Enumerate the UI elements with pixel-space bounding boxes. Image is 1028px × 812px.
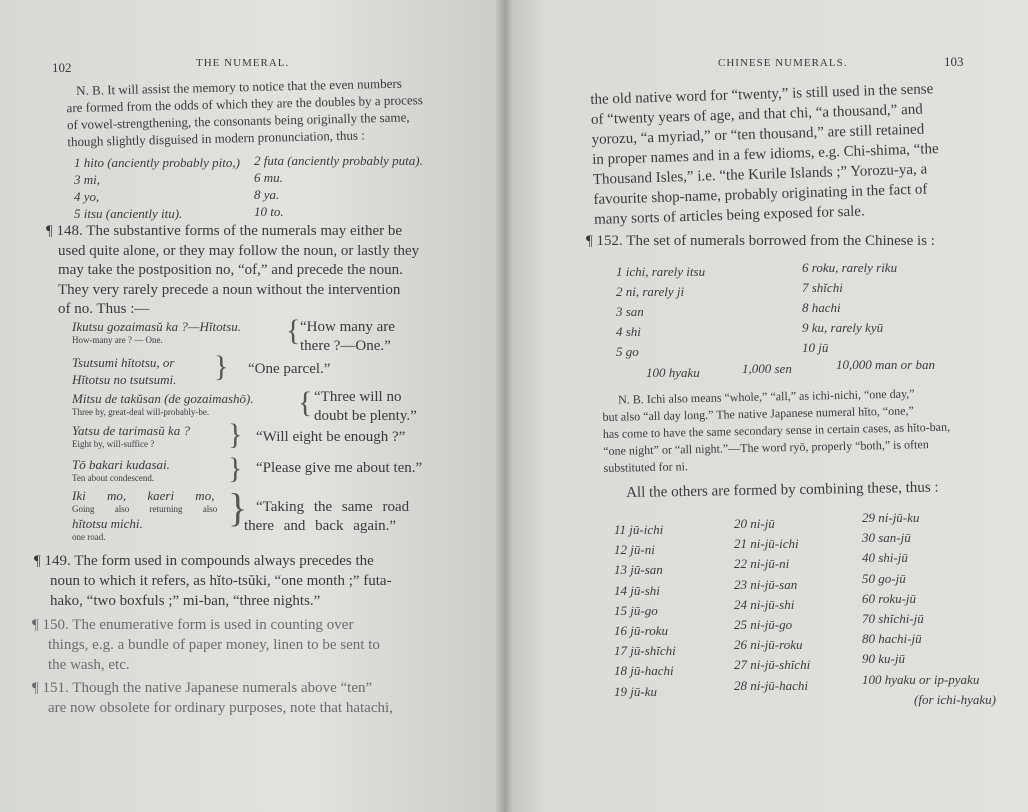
pairs-column-even: [254, 152, 423, 220]
nb-line: has come to have the same secondary sense in certain cases, as hĭto-ban,: [602, 419, 951, 441]
example-2: [72, 354, 176, 388]
numeral-item: 2 ni, rarely ji: [616, 284, 685, 299]
compound-item: 19 jū-ku: [614, 683, 657, 699]
cont-line: the old native word for “twenty,” is still used in the sense: [590, 81, 934, 108]
example-gloss: How-many are ? — One.: [72, 335, 163, 345]
compound-item: 40 shi-jū: [862, 550, 908, 566]
p149-line: noun to which it refers, as hĭto-tsŭki, “one month ;” futa-: [50, 573, 392, 589]
compound-item: 70 shĭchi-jū: [862, 611, 924, 627]
example-gloss: Eight by, will-suffice ?: [72, 439, 155, 449]
nb-line: are formed from the odds of which they are the doubles by a process: [66, 92, 423, 116]
p148-line: of no. Thus :—: [58, 301, 150, 317]
example-6: [72, 487, 217, 543]
pair-odd: 1 hito (anciently probably pito,): [74, 155, 240, 170]
page-number: 103: [944, 54, 964, 69]
example-japanese: Tō bakari kudasai.: [72, 457, 170, 472]
example-3-english: [314, 388, 417, 426]
numeral-item: 7 shĭchi: [802, 280, 843, 295]
numeral-hundred: 100 hyaku: [646, 365, 700, 380]
cont-line: Thousand Isles,” i.e. “the Kurile Islands ;” Yorozu-ya, a: [592, 161, 928, 188]
running-header: THE NUMERAL.: [196, 57, 290, 69]
pair-even: 6 mu.: [254, 170, 283, 185]
nb-note-right: [602, 385, 951, 477]
example-english: “Taking the same road: [256, 499, 410, 515]
pair-even: 8 ya.: [254, 187, 280, 202]
p150-line: things, e.g. a bundle of paper money, linen to be sent to: [48, 637, 380, 653]
numeral-item: 3 san: [616, 304, 644, 319]
example-english: “Three will no: [314, 389, 402, 405]
nb-line: of vowel-strengthening, the consonants being originally the same,: [66, 109, 410, 133]
example-2-english: “One parcel.”: [248, 361, 331, 377]
example-5: [72, 456, 170, 484]
compound-item: 25 ni-jū-go: [734, 617, 793, 633]
compound-item: 20 ni-jū: [734, 516, 775, 531]
compound-item: 28 ni-jū-hachi: [734, 677, 809, 693]
numeral-item: 9 ku, rarely kyū: [802, 320, 884, 335]
numeral-ten-thousand: 10,000 man or ban: [836, 357, 935, 372]
p149-line: ¶ 149. The form used in compounds always precedes the: [34, 553, 374, 569]
numeral-item: 8 hachi: [802, 300, 841, 315]
compound-item: 13 jū-san: [614, 562, 663, 578]
brace: }: [228, 452, 243, 485]
cont-line: yorozu, “a myriad,” or “ten thousand,” are still retained: [591, 121, 925, 148]
page-number: 102: [52, 60, 72, 75]
compound-item: 16 jū-roku: [614, 623, 669, 639]
chinese-numerals-1-5: [616, 262, 705, 362]
brace: }: [228, 418, 243, 451]
book-gutter: [496, 0, 514, 812]
p148-line: ¶ 148. The substantive forms of the numerals may either be: [46, 223, 403, 239]
right-page: [506, 0, 1028, 812]
p151-line: are now obsolete for ordinary purposes, note that hatachi,: [48, 700, 393, 716]
example-4-english: “Will eight be enough ?”: [256, 429, 406, 445]
compound-item: 23 ni-jū-san: [734, 576, 798, 592]
pair-even: 10 to.: [254, 204, 284, 219]
example-gloss: Ten about condescend.: [72, 473, 155, 483]
nb-line: though slightly disguised in modern pronunciation, thus :: [67, 127, 365, 150]
numeral-item: 6 roku, rarely riku: [802, 260, 898, 275]
p149-line: hako, “two boxfuls ;” mi-ban, “three nights.”: [50, 593, 321, 609]
brace: {: [298, 386, 313, 419]
compound-item: 90 ku-jū: [862, 651, 905, 667]
compound-item: 21 ni-jū-ichi: [734, 536, 799, 552]
pair-even: 2 futa (anciently probably puta).: [254, 153, 423, 168]
p148-line: used quite alone, or they may follow the noun, or lastly they: [58, 242, 420, 259]
compound-item: 15 jū-go: [614, 602, 658, 618]
pairs-column-odd: [74, 154, 240, 222]
example-japanese: Mitsu de takŭsan (de gozaimashō).: [72, 391, 254, 406]
example-japanese: Yatsu de tarimasŭ ka ?: [72, 423, 190, 438]
compound-item: 27 ni-jū-shĭchi: [734, 657, 811, 673]
numeral-item: 1 ichi, rarely itsu: [616, 264, 706, 279]
cont-line: in proper names and in a few idioms, e.g. Chi-shima, “the: [591, 141, 939, 168]
example-english: doubt be plenty.”: [314, 408, 417, 424]
left-page: [0, 0, 506, 812]
nb-line: but also “all day long.” The native Japanese numeral hĭto, “one,”: [602, 403, 914, 424]
running-header: CHINESE NUMERALS.: [718, 57, 848, 69]
pair-odd: 5 itsu (anciently itu).: [74, 206, 183, 221]
example-5-english: “Please give me about ten.”: [256, 460, 423, 476]
example-japanese: Tsutsumi hĭtotsu, or: [72, 355, 175, 370]
example-english: there ?—One.”: [300, 338, 391, 354]
p151-line: ¶ 151. Though the native Japanese numerals above “ten”: [32, 680, 373, 696]
example-japanese: Ikutsu gozaimasŭ ka ?—Hĭtotsu.: [72, 319, 241, 334]
compound-item: 22 ni-jū-ni: [734, 556, 790, 572]
compound-item: 60 roku-jū: [862, 590, 917, 606]
example-1: [72, 318, 241, 346]
nb-line: N. B. It will assist the memory to notice that the even numbers: [76, 75, 402, 98]
cont-line: of “twenty years of age, and that chi, “a thousand,” and: [590, 101, 923, 128]
example-6-english: [244, 498, 409, 536]
numeral-item: 10 jū: [802, 340, 829, 355]
p150-line: the wash, etc.: [48, 657, 130, 673]
brace: }: [214, 350, 229, 383]
nb-note: [66, 74, 424, 150]
numeral-item: 4 shi: [616, 324, 641, 339]
example-1-english: [300, 318, 395, 356]
compound-item: 11 jū-ichi: [614, 522, 664, 537]
cont-line: many sorts of articles being exposed for sale.: [593, 203, 865, 228]
brace: {: [286, 314, 301, 347]
p148-line: They very rarely precede a noun without the intervention: [58, 281, 401, 298]
example-3: [72, 390, 254, 418]
example-gloss: one road.: [72, 532, 106, 542]
paragraph-152: ¶ 152. The set of numerals borrowed from the Chinese is :: [586, 233, 935, 249]
example-4: [72, 422, 190, 450]
compound-item: 26 ni-jū-roku: [734, 637, 803, 653]
example-japanese: hĭtotsu michi.: [72, 516, 143, 531]
paragraph-149: [34, 551, 392, 611]
continued-paragraph: [590, 79, 941, 230]
compound-item: 80 hachi-jū: [862, 631, 922, 647]
nb-line: N. B. Ichi also means “whole,” “all,” as ichi-nichi, “one day,”: [618, 386, 915, 407]
example-japanese: Hĭtotsu no tsutsumi.: [72, 372, 177, 387]
chinese-numerals-6-10: [802, 258, 897, 358]
compound-item: 24 ni-jū-shi: [734, 596, 795, 612]
numeral-item: 5 go: [616, 344, 639, 359]
cont-line: favourite shop-name, probably originating in the fact of: [593, 181, 928, 208]
p148-line: may take the postposition no, “of,” and precede the noun.: [58, 262, 403, 278]
paragraph-150: [32, 615, 380, 675]
brace: }: [228, 485, 248, 530]
nb-line: substituted for ni.: [603, 459, 689, 475]
numeral-thousand: 1,000 sen: [742, 361, 792, 376]
pair-odd: 4 yo,: [74, 189, 100, 204]
compound-item: 18 jū-hachi: [614, 663, 674, 679]
example-english: “How many are: [300, 319, 395, 335]
compound-col-3: [862, 508, 996, 710]
compound-col-2: [734, 514, 810, 696]
example-gloss: Going also returning also: [72, 504, 218, 514]
compound-item: 50 go-jū: [862, 570, 906, 586]
compound-item: 29 ni-jū-ku: [862, 510, 920, 525]
others-intro: All the others are formed by combining these, thus :: [626, 479, 939, 501]
example-english: there and back again.”: [244, 518, 397, 534]
paragraph-151: [32, 678, 393, 718]
nb-line: “one night” or “all night.”—The word ryō, properly “both,” is often: [603, 437, 929, 458]
compound-item: 30 san-jū: [862, 530, 911, 546]
example-gloss: Three by, great-deal will-probably-be.: [72, 407, 210, 417]
compound-note: (for ichi-hyaku): [914, 691, 996, 707]
compound-item: 14 jū-shi: [614, 582, 660, 598]
compound-col-1: [614, 520, 676, 702]
compound-item: 12 jū-ni: [614, 542, 655, 558]
compound-item: 100 hyaku or ip-pyaku: [862, 671, 980, 687]
compound-item: 17 jū-shĭchi: [614, 643, 676, 659]
example-japanese: Iki mo, kaeri mo,: [72, 488, 215, 503]
paragraph-148: [46, 222, 419, 320]
p150-line: ¶ 150. The enumerative form is used in counting over: [32, 617, 354, 633]
pair-odd: 3 mi,: [74, 172, 100, 187]
